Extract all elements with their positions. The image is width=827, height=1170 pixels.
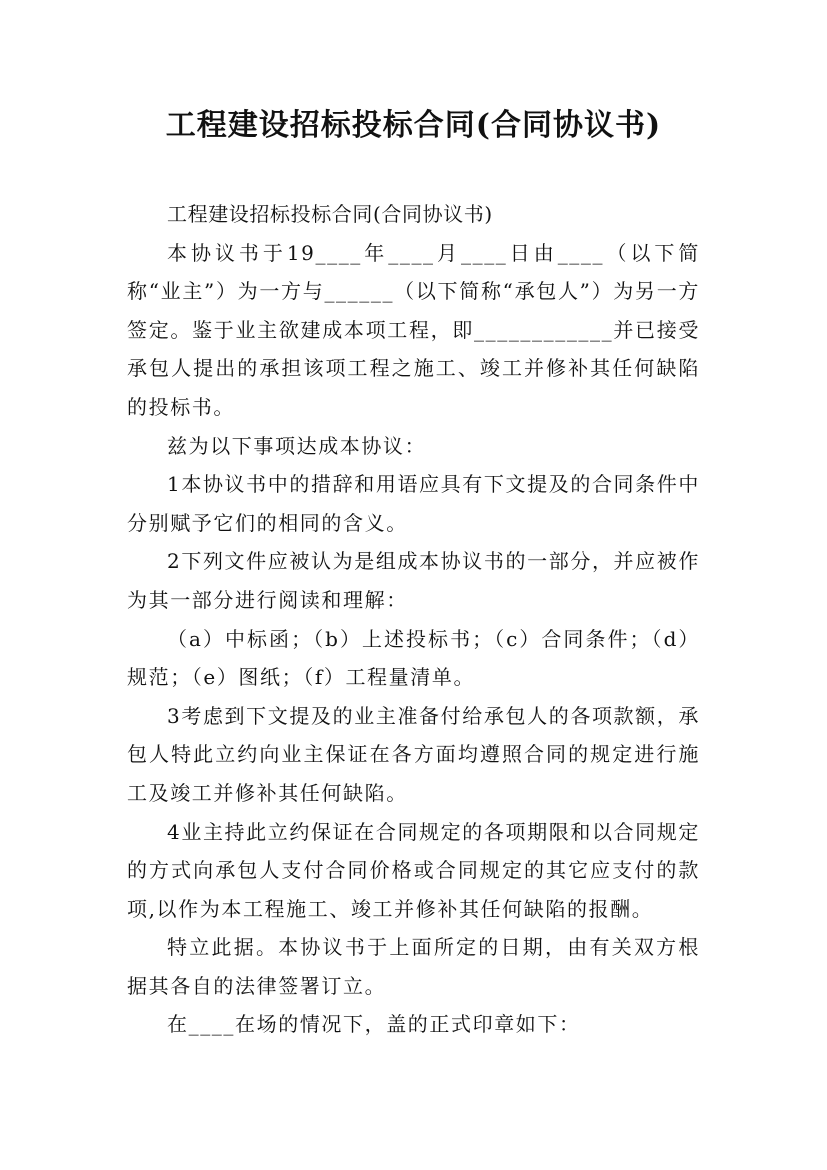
paragraph-subtitle: 工程建设招标投标合同(合同协议书) — [167, 202, 493, 226]
paragraph-clause-3: 3考虑到下文提及的业主准备付给承包人的各项款额，承包人特此立约向业主保证在各方面均遵照合同的规定进行施工及竣工并修补其任何缺陷。 — [127, 703, 700, 805]
paragraph-seal: 在____在场的情况下，盖的正式印章如下： — [167, 1012, 581, 1037]
document-body — [127, 195, 700, 1044]
paragraph-document-list: （a）中标函；（b）上述投标书；（c）合同条件；（d）规范；（e）图纸；（f）工程量清单。 — [127, 626, 700, 690]
document-title: 工程建设招标投标合同(合同协议书) — [165, 108, 662, 143]
paragraph-clause-4: 4业主持此立约保证在合同规定的各项期限和以合同规定的方式向承包人支付合同价格或合同规定的其它应支付的款项,以作为本工程施工、竣工并修补其任何缺陷的报酬。 — [127, 819, 700, 921]
paragraph-clause-2: 2下列文件应被认为是组成本协议书的一部分，并应被作为其一部分进行阅读和理解： — [127, 549, 700, 612]
paragraph-agreed-matters: 兹为以下事项达成本协议： — [167, 433, 427, 458]
paragraph-agreement-parties: 本协议书于19____年____月____日由____（以下简称“业主”）为一方与______（以下简称“承包人”）为另一方签定。鉴于业主欲建成本项工程，即____________并已接受承包人提出的承担该项工程之施工、竣工并修补其任何缺陷的投标书。 — [127, 240, 700, 419]
paragraph-clause-1: 1本协议书中的措辞和用语应具有下文提及的合同条件中分别赋予它们的相同的含义。 — [127, 472, 700, 535]
paragraph-witness: 特立此据。本协议书于上面所定的日期，由有关双方根据其各自的法律签署订立。 — [127, 935, 700, 998]
